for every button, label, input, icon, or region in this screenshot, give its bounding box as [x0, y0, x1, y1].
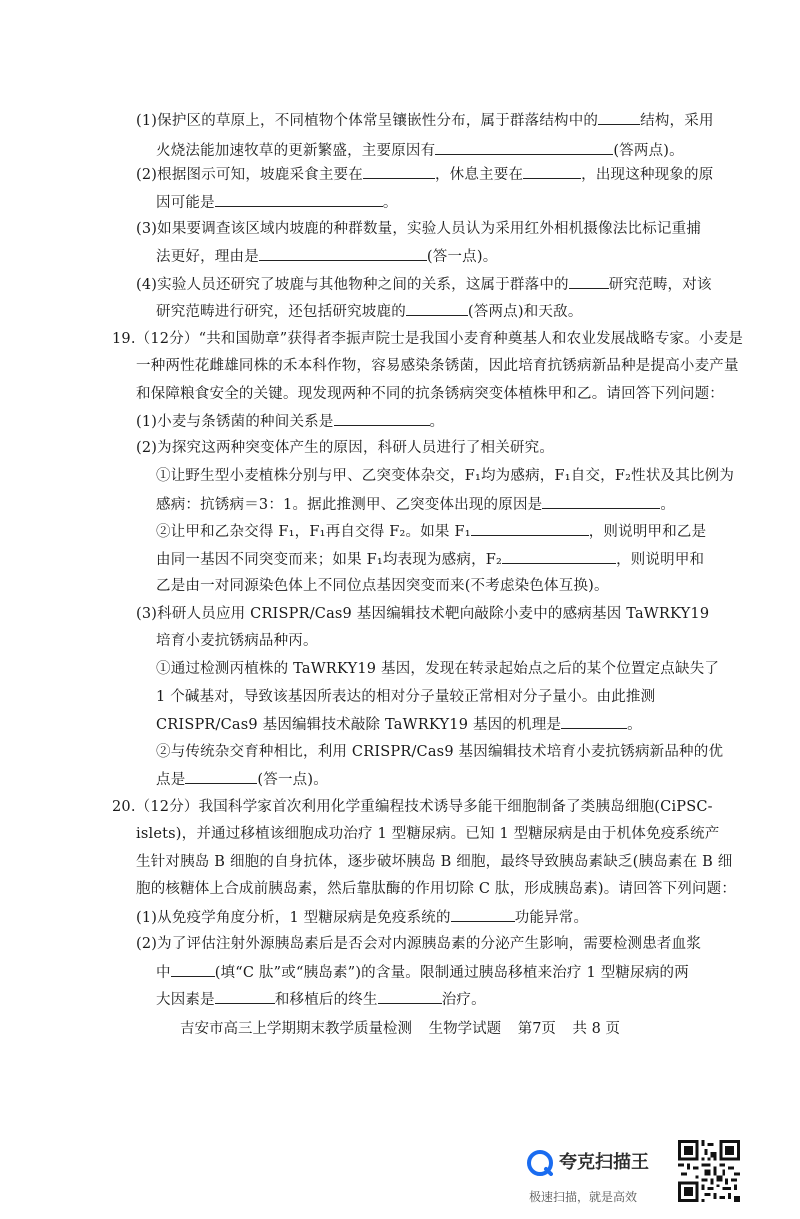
- quark-logo-icon: [527, 1150, 553, 1176]
- q19-part3-line1: [136, 604, 709, 624]
- q20-part2-text-a: (2)为了评估注射外源胰岛素后是否会对内源胰岛素的分泌产生影响，需要检测患者血浆: [136, 936, 702, 952]
- q19-part2-2-text-c: 由同一基因不同突变而来；如果 F₁均表现为感病，F₂: [156, 552, 503, 568]
- q19-part1-text-b: 。: [429, 414, 445, 430]
- q18-part1-line2: [156, 140, 684, 161]
- q20-part2-text-b: 中: [156, 965, 171, 981]
- q19-part2-2-line3: [156, 576, 609, 596]
- q18-part1-text-d: (答两点)。: [613, 143, 684, 159]
- answer-blank: [471, 521, 589, 536]
- q20-heading-line1: [112, 797, 713, 817]
- q19-heading-line3: [136, 384, 724, 404]
- q18-part3-line1: [136, 219, 701, 239]
- q20-heading-line3: [136, 852, 732, 872]
- q18-part3-line2: [156, 246, 497, 267]
- q20-part2-text-f: 治疗。: [441, 992, 486, 1008]
- answer-blank: [259, 246, 427, 261]
- q19-heading-text-c: 和保障粮食安全的关键。现发现两种不同的抗条锈病突变体植株甲和乙。请回答下列问题：: [136, 386, 724, 402]
- q19-part3-1-line3: [156, 714, 642, 735]
- q19-part2-2-text-b: ，则说明甲和乙是: [588, 524, 707, 540]
- q20-part2-text-d: 大因素是: [156, 992, 215, 1008]
- q20-part2-line1: [136, 934, 701, 954]
- q20-heading-text-b: islets)，并通过移植该细胞成功治疗 1 型糖尿病。已知 1 型糖尿病是由于机体免疫系统产: [136, 826, 720, 842]
- q19-part2-2-text-d: ，则说明甲和: [616, 552, 705, 568]
- q19-part2-1-line1: [156, 466, 734, 486]
- q18-part2-text-e: 。: [382, 195, 398, 211]
- footer-subject: 生物学试题: [428, 1021, 502, 1037]
- q18-part1-line1: [136, 110, 714, 131]
- answer-blank: [363, 164, 435, 179]
- q18-part1-text-b: 结构，采用: [640, 113, 714, 129]
- q19-part1-text-a: (1)小麦与条锈菌的种间关系是: [136, 414, 334, 430]
- q20-heading-text-d: 胞的核糖体上合成前胰岛素，然后靠肽酶的作用切除 C 肽，形成胰岛素)。请回答下列问题：: [136, 881, 737, 897]
- brand-name: 夸克扫描王: [559, 1152, 649, 1173]
- answer-blank: [561, 714, 627, 729]
- q20-part2-text-c: (填“C 肽”或“胰岛素”)的含量。限制通过胰岛移植来治疗 1 型糖尿病的两: [214, 965, 689, 981]
- q19-part3-2-line1: [156, 742, 723, 762]
- q19-part2-1-text-b: 感病：抗锈病＝3：1。据此推测甲、乙突变体出现的原因是: [156, 497, 543, 513]
- q18-part3-text-a: (3)如果要调查该区域内坡鹿的种群数量，实验人员认为采用红外相机摄像法比标记重捕: [136, 221, 702, 237]
- q20-part1-text-a: (1)从免疫学角度分析，1 型糖尿病是免疫系统的: [136, 910, 451, 926]
- answer-blank: [185, 769, 257, 784]
- q19-part3-line2: [156, 631, 318, 651]
- brand-slogan: 极速扫描，就是高效: [529, 1190, 638, 1204]
- answer-blank: [598, 110, 640, 125]
- q18-part4-text-a: (4)实验人员还研究了坡鹿与其他物种之间的关系，这属于群落中的: [136, 277, 569, 293]
- q19-part2-1-line2: [156, 494, 675, 515]
- q19-heading-line1: [112, 329, 743, 349]
- q20-heading-text-a: 20.（12分）我国科学家首次利用化学重编程技术诱导多能干细胞制备了类胰岛细胞(CiPSC-: [112, 799, 713, 815]
- footer-page-number: 第7页: [517, 1021, 556, 1037]
- answer-blank: [378, 989, 442, 1004]
- q19-heading-text-b: 一种两性花雌雄同株的禾本科作物，容易感染条锈菌，因此培育抗锈病新品种是提高小麦产量: [136, 358, 739, 374]
- q20-part2-line3: [156, 989, 486, 1010]
- q18-part1-text-c: 火烧法能加速牧草的更新繁盛，主要原因有: [156, 143, 436, 159]
- scanner-brand: [527, 1146, 667, 1204]
- q19-part2-1-text-c: 。: [660, 497, 676, 513]
- footer-exam-title: 吉安市高三上学期期末教学质量检测: [179, 1021, 412, 1037]
- q20-heading-line4: [136, 879, 736, 899]
- q18-part4-line1: [136, 274, 712, 295]
- q20-part2-text-e: 和移植后的终生: [274, 992, 378, 1008]
- q19-part3-1-line1: [156, 659, 719, 679]
- q19-part3-1-text-d: 。: [627, 717, 642, 733]
- q18-part2-line1: [136, 164, 713, 185]
- answer-blank: [406, 301, 468, 316]
- q19-heading-line2: [136, 356, 739, 376]
- q19-part2: [136, 438, 554, 458]
- answer-blank: [215, 989, 275, 1004]
- q18-part1-text: (1)保护区的草原上，不同植物个体常呈镶嵌性分布，属于群落结构中的: [136, 113, 599, 129]
- q18-part3-text-c: (答一点)。: [426, 249, 498, 265]
- q19-part2-2-text-a: ②让甲和乙杂交得 F₁，F₁再自交得 F₂。如果 F₁: [156, 524, 471, 540]
- q19-heading-text-a: 19.（12分）“共和国勋章”获得者李振声院士是我国小麦育种奠基人和农业发展战略专家。小麦是: [112, 331, 744, 347]
- q20-part1: [136, 907, 588, 928]
- q19-part3-1-text-b: 1 个碱基对，导致该基因所表达的相对分子量较正常相对分子量小。由此推测: [156, 689, 656, 705]
- q19-part3-text-a: (3)科研人员应用 CRISPR/Cas9 基因编辑技术靶向敲除小麦中的感病基因 TaWRKY19: [136, 606, 710, 622]
- answer-blank: [215, 192, 383, 207]
- answer-blank: [523, 164, 581, 179]
- footer-page-total: 共 8 页: [572, 1021, 620, 1037]
- q19-part3-2-text-a: ②与传统杂交育种相比，利用 CRISPR/Cas9 基因编辑技术培育小麦抗锈病新品种的优: [156, 744, 724, 760]
- answer-blank: [502, 549, 616, 564]
- q19-part2-2-line1: [156, 521, 706, 542]
- answer-blank: [569, 274, 609, 289]
- q18-part4-line2: [156, 301, 583, 322]
- q18-part2-text-d: 因可能是: [156, 195, 215, 211]
- q19-part3-2-line2: [156, 769, 328, 790]
- q18-part4-text-b: 研究范畴，对该: [608, 277, 712, 293]
- q19-part3-2-text-b: 点是: [156, 772, 186, 788]
- q19-part3-2-text-c: (答一点)。: [257, 772, 328, 788]
- q20-part2-line2: [156, 962, 689, 983]
- page-footer: [0, 1017, 800, 1038]
- q18-part4-text-c: 研究范畴进行研究，还包括研究坡鹿的: [156, 304, 406, 320]
- answer-blank: [542, 494, 660, 509]
- q18-part2-text-a: (2)根据图示可知，坡鹿采食主要在: [136, 167, 363, 183]
- q19-part3-1-line2: [156, 687, 655, 707]
- q20-part1-text-b: 功能异常。: [514, 910, 589, 926]
- q18-part2-text-b: ，休息主要在: [434, 167, 524, 183]
- q19-part2-1-text-a: ①让野生型小麦植株分别与甲、乙突变体杂交，F₁均为感病，F₁自交，F₂性状及其比例为: [156, 468, 735, 484]
- q18-part2-line2: [156, 192, 398, 213]
- q20-heading-line2: [136, 824, 720, 844]
- q19-part2-2-line2: [156, 549, 704, 570]
- q19-part3-1-text-c: CRISPR/Cas9 基因编辑技术敲除 TaWRKY19 基因的机理是: [156, 717, 562, 733]
- answer-blank: [451, 907, 515, 922]
- answer-blank: [171, 962, 215, 977]
- q19-part3-text-b: 培育小麦抗锈病品种丙。: [156, 633, 318, 649]
- q20-heading-text-c: 生针对胰岛 B 细胞的自身抗体，逐步破坏胰岛 B 细胞，最终导致胰岛素缺乏(胰岛素在 B 细: [136, 854, 733, 870]
- q19-part3-1-text-a: ①通过检测丙植株的 TaWRKY19 基因，发现在转录起始点之后的某个位置定点缺失了: [156, 661, 720, 677]
- q19-part2-text: (2)为探究这两种突变体产生的原因，科研人员进行了相关研究。: [136, 440, 555, 456]
- q18-part3-text-b: 法更好，理由是: [156, 249, 259, 265]
- qr-code-icon: [678, 1140, 740, 1202]
- answer-blank: [435, 140, 613, 155]
- q18-part4-text-d: (答两点)和天敌。: [467, 304, 583, 320]
- answer-blank: [334, 411, 430, 426]
- q19-part2-2-text-e: 乙是由一对同源染色体上不同位点基因突变而来(不考虑染色体互换)。: [156, 578, 609, 594]
- q18-part2-text-c: ，出现这种现象的原: [581, 167, 714, 183]
- q19-part1: [136, 411, 444, 432]
